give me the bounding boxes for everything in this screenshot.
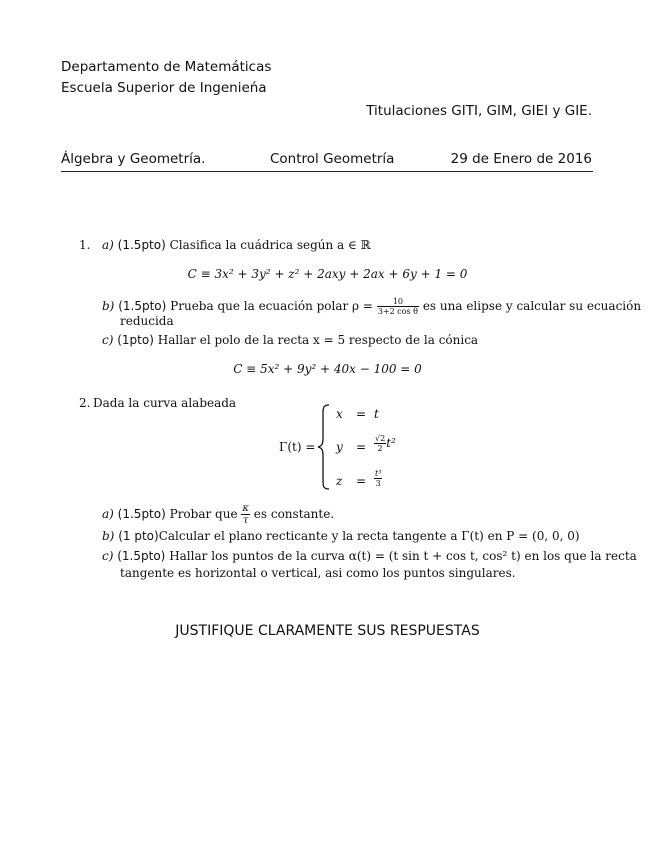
problem-1-number: 1. <box>79 238 91 252</box>
problem-2b <box>102 529 580 543</box>
fraction-numerator: 10 <box>377 297 419 307</box>
row-var: z <box>336 474 343 488</box>
polar-fraction <box>377 297 419 316</box>
department-name: Departamento de Matemáticas <box>61 59 272 75</box>
fraction-denominator: 3+2 cos θ <box>377 307 418 316</box>
problem-2-intro: Dada la curva alabeada <box>93 396 237 410</box>
fraction-numerator: t³ <box>375 469 382 478</box>
item-label: b) <box>102 529 115 543</box>
item-text: Hallar los puntos de la curva α(t) = (t sin t + cos t, cos² t) en los que la recta <box>169 549 637 563</box>
item-label: c) <box>102 333 114 347</box>
degrees-line: Titulaciones GITI, GIM, GIEI y GIE. <box>366 103 592 119</box>
item-text: Probar que <box>169 507 238 521</box>
fraction-numerator: κ <box>242 503 249 514</box>
item-text-after: es una elipse y calcular su ecuación <box>422 299 642 313</box>
row-fraction <box>374 434 386 453</box>
row-rhs <box>374 434 396 453</box>
points-badge: (1 pto) <box>118 529 159 543</box>
equation-1a: C ≡ 3x² + 3y² + z² + 2axy + 2ax + 6y + 1 = 0 <box>187 267 468 281</box>
item-text: Prueba que la ecuación polar ρ = <box>170 299 373 313</box>
points-badge: (1pto) <box>117 333 154 347</box>
points-badge: (1.5pto) <box>118 299 167 313</box>
header-divider <box>61 171 593 172</box>
subject-title: Álgebra y Geometría. <box>61 151 206 167</box>
item-text: Calcular el plano recticante y la recta tangente a Γ(t) en P = (0, 0, 0) <box>158 529 580 543</box>
row-fraction <box>374 469 382 488</box>
item-label: a) <box>102 507 114 521</box>
row-rhs: t <box>374 407 379 421</box>
item-label: b) <box>102 299 115 313</box>
problem-1a <box>102 238 371 252</box>
curve-row-z <box>336 469 382 488</box>
gamma-label: Γ(t) = <box>279 440 316 454</box>
problem-1b <box>102 297 641 316</box>
points-badge: (1.5pto) <box>117 549 166 563</box>
row-eq: = <box>356 474 367 488</box>
justify-notice: JUSTIFIQUE CLARAMENTE SUS RESPUESTAS <box>175 623 480 639</box>
fraction-denominator: 2 <box>377 444 383 453</box>
row-eq: = <box>356 440 367 454</box>
equation-1c: C ≡ 5x² + 9y² + 40x − 100 = 0 <box>233 362 422 376</box>
item-text: Clasifica la cuádrica según a ∈ ℝ <box>169 238 371 252</box>
school-name: Escuela Superior de Ingenieńa <box>61 80 267 96</box>
row-rhs-tail: t² <box>386 436 396 450</box>
item-text-after: es constante. <box>253 507 335 521</box>
problem-2-number: 2. <box>79 396 91 410</box>
row-eq: = <box>356 407 367 421</box>
fraction-numerator: √2 <box>375 434 386 443</box>
fraction-denominator: τ <box>242 515 249 526</box>
row-var: y <box>336 440 343 454</box>
problem-2c <box>102 549 637 563</box>
curve-row-x <box>336 407 379 421</box>
item-label: c) <box>102 549 114 563</box>
exam-title: Control Geometría <box>270 151 395 167</box>
item-text: Hallar el polo de la recta x = 5 respecto de la cónica <box>157 333 479 347</box>
problem-1c <box>102 333 478 347</box>
fraction-denominator: 3 <box>375 479 381 488</box>
item-label: a) <box>102 238 114 252</box>
exam-date: 29 de Enero de 2016 <box>450 151 592 167</box>
row-rhs <box>374 469 382 488</box>
problem-2a <box>102 503 334 526</box>
row-var: x <box>336 407 343 421</box>
points-badge: (1.5pto) <box>117 238 166 252</box>
problem-1b-line2: reducida <box>120 314 174 328</box>
curve-row-y <box>336 434 396 454</box>
kappa-tau-fraction <box>241 503 250 526</box>
left-brace-icon <box>317 404 331 490</box>
problem-2c-line2: tangente es horizontal o vertical, asi como los puntos singulares. <box>120 566 516 580</box>
points-badge: (1.5pto) <box>117 507 166 521</box>
